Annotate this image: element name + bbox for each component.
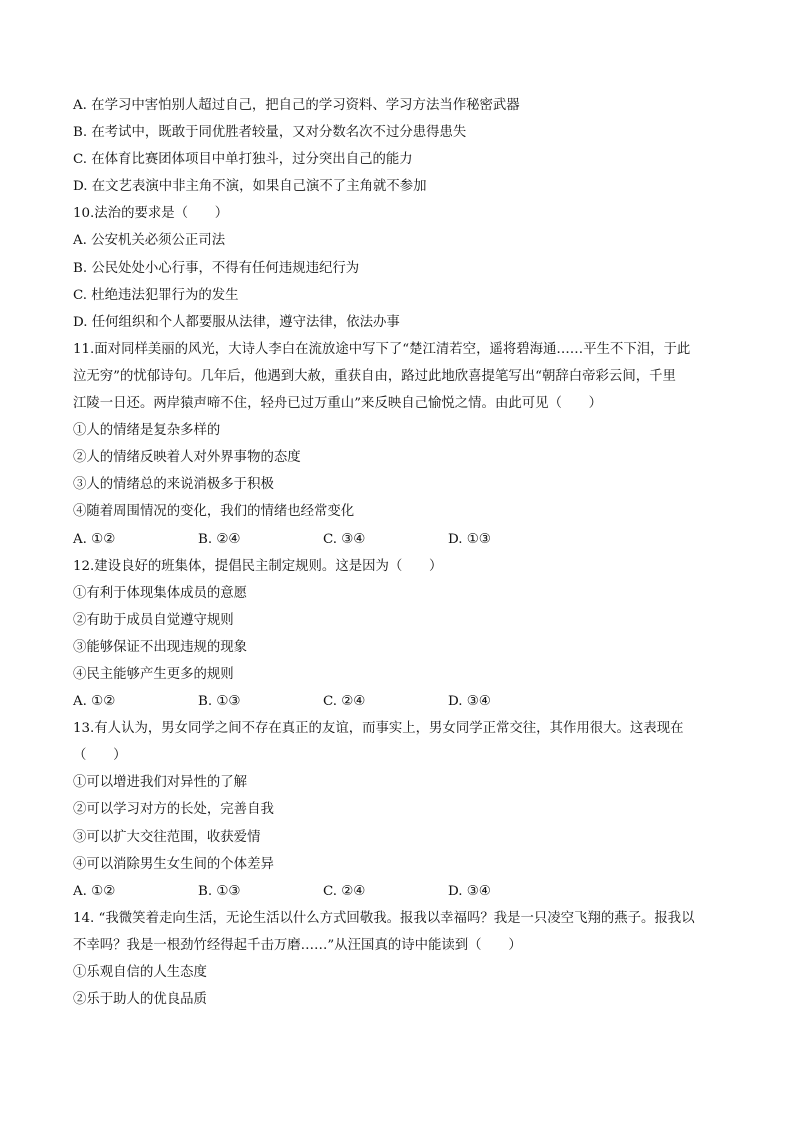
q11-stem-line-3: 江陵一日还。两岸猿声啼不住，轻舟已过万重山”来反映自己愉悦之情。由此可见（ ） — [73, 396, 603, 412]
q11-stem-line-2: 泣无穷”的忧郁诗句。几年后，他遇到大赦，重获自由，路过此地欣喜提笔写出“朝辞白帝彩云间，千里 — [73, 368, 676, 384]
q13-item-3: ③可以扩大交往范围，收获爱情 — [73, 829, 261, 845]
q11-choice-c: C. ③④ — [323, 531, 366, 547]
q9-option-a: A. 在学习中害怕别人超过自己，把自己的学习资料、学习方法当作秘密武器 — [73, 98, 520, 113]
q13-choice-c: C. ②④ — [323, 883, 366, 899]
q14-stem-line-1: 14. “我微笑着走向生活，无论生活以什么方式回敬我。报我以幸福吗？我是一只凌空飞翔的燕子。报我以 — [73, 910, 695, 926]
q10-option-b: B. 公民处处小心行事，不得有任何违规违纪行为 — [73, 260, 360, 276]
q13-stem-line-2: （ ） — [73, 748, 127, 764]
q11-item-3: ③人的情绪总的来说消极多于积极 — [73, 477, 274, 493]
q12-choice-a: A. ①② — [73, 694, 116, 710]
q12-choices — [73, 688, 723, 715]
q13-choices — [73, 878, 723, 905]
q11-item-1: ①人的情绪是复杂多样的 — [73, 423, 221, 439]
q12-item-1: ①有利于体现集体成员的意愿 — [73, 585, 248, 601]
q11-choice-a: A. ①② — [73, 531, 116, 547]
q11-choices — [73, 526, 723, 553]
q13-stem-line-1: 13.有人认为，男女同学之间不存在真正的友谊，而事实上，男女同学正常交往，其作用很大。这表现在 — [73, 721, 684, 737]
q12-stem: 12.建设良好的班集体，提倡民主制定规则。这是因为（ ） — [73, 558, 443, 574]
q10-option-a: A. 公安机关必须公正司法 — [73, 233, 226, 249]
q12-choice-b: B. ①③ — [198, 694, 241, 710]
exam-page — [73, 92, 723, 1013]
q10-stem: 10.法治的要求是（ ） — [73, 206, 229, 222]
q14-stem-line-2: 不幸吗？我是一根劲竹经得起千击万磨……”从汪国真的诗中能读到（ ） — [73, 937, 522, 953]
q11-choice-d: D. ①③ — [448, 531, 491, 547]
q12-item-3: ③能够保证不出现违规的现象 — [73, 639, 248, 655]
q11-choice-b: B. ②④ — [198, 531, 241, 547]
q9-option-b: B. 在考试中，既敢于同优胜者较量，又对分数名次不过分患得患失 — [73, 125, 467, 141]
q13-choice-b: B. ①③ — [198, 883, 241, 899]
q12-item-4: ④民主能够产生更多的规则 — [73, 666, 234, 682]
q9-option-d: D. 在文艺表演中非主角不演，如果自己演不了主角就不参加 — [73, 179, 427, 195]
q13-choice-a: A. ①② — [73, 883, 116, 899]
q13-item-4: ④可以消除男生女生间的个体差异 — [73, 856, 274, 872]
q13-choice-d: D. ③④ — [448, 883, 491, 899]
q13-item-1: ①可以增进我们对异性的了解 — [73, 775, 248, 791]
q14-item-2: ②乐于助人的优良品质 — [73, 992, 207, 1008]
q14-item-1: ①乐观自信的人生态度 — [73, 965, 207, 980]
q12-item-2: ②有助于成员自觉遵守规则 — [73, 612, 234, 628]
q12-choice-d: D. ③④ — [448, 694, 491, 710]
q10-option-c: C. 杜绝违法犯罪行为的发生 — [73, 287, 239, 303]
q11-stem-line-1: 11.面对同样美丽的风光，大诗人李白在流放途中写下了“楚江清若空，遥将碧海通……平生不下泪，于此 — [73, 341, 691, 357]
q11-item-2: ②人的情绪反映着人对外界事物的态度 — [73, 450, 301, 466]
q9-option-c: C. 在体育比赛团体项目中单打独斗，过分突出自己的能力 — [73, 152, 413, 168]
q11-item-4: ④随着周围情况的变化，我们的情绪也经常变化 — [73, 504, 355, 520]
q12-choice-c: C. ②④ — [323, 694, 366, 710]
q13-item-2: ②可以学习对方的长处，完善自我 — [73, 802, 274, 818]
q10-option-d: D. 任何组织和个人都要服从法律，遵守法律，依法办事 — [73, 314, 400, 330]
